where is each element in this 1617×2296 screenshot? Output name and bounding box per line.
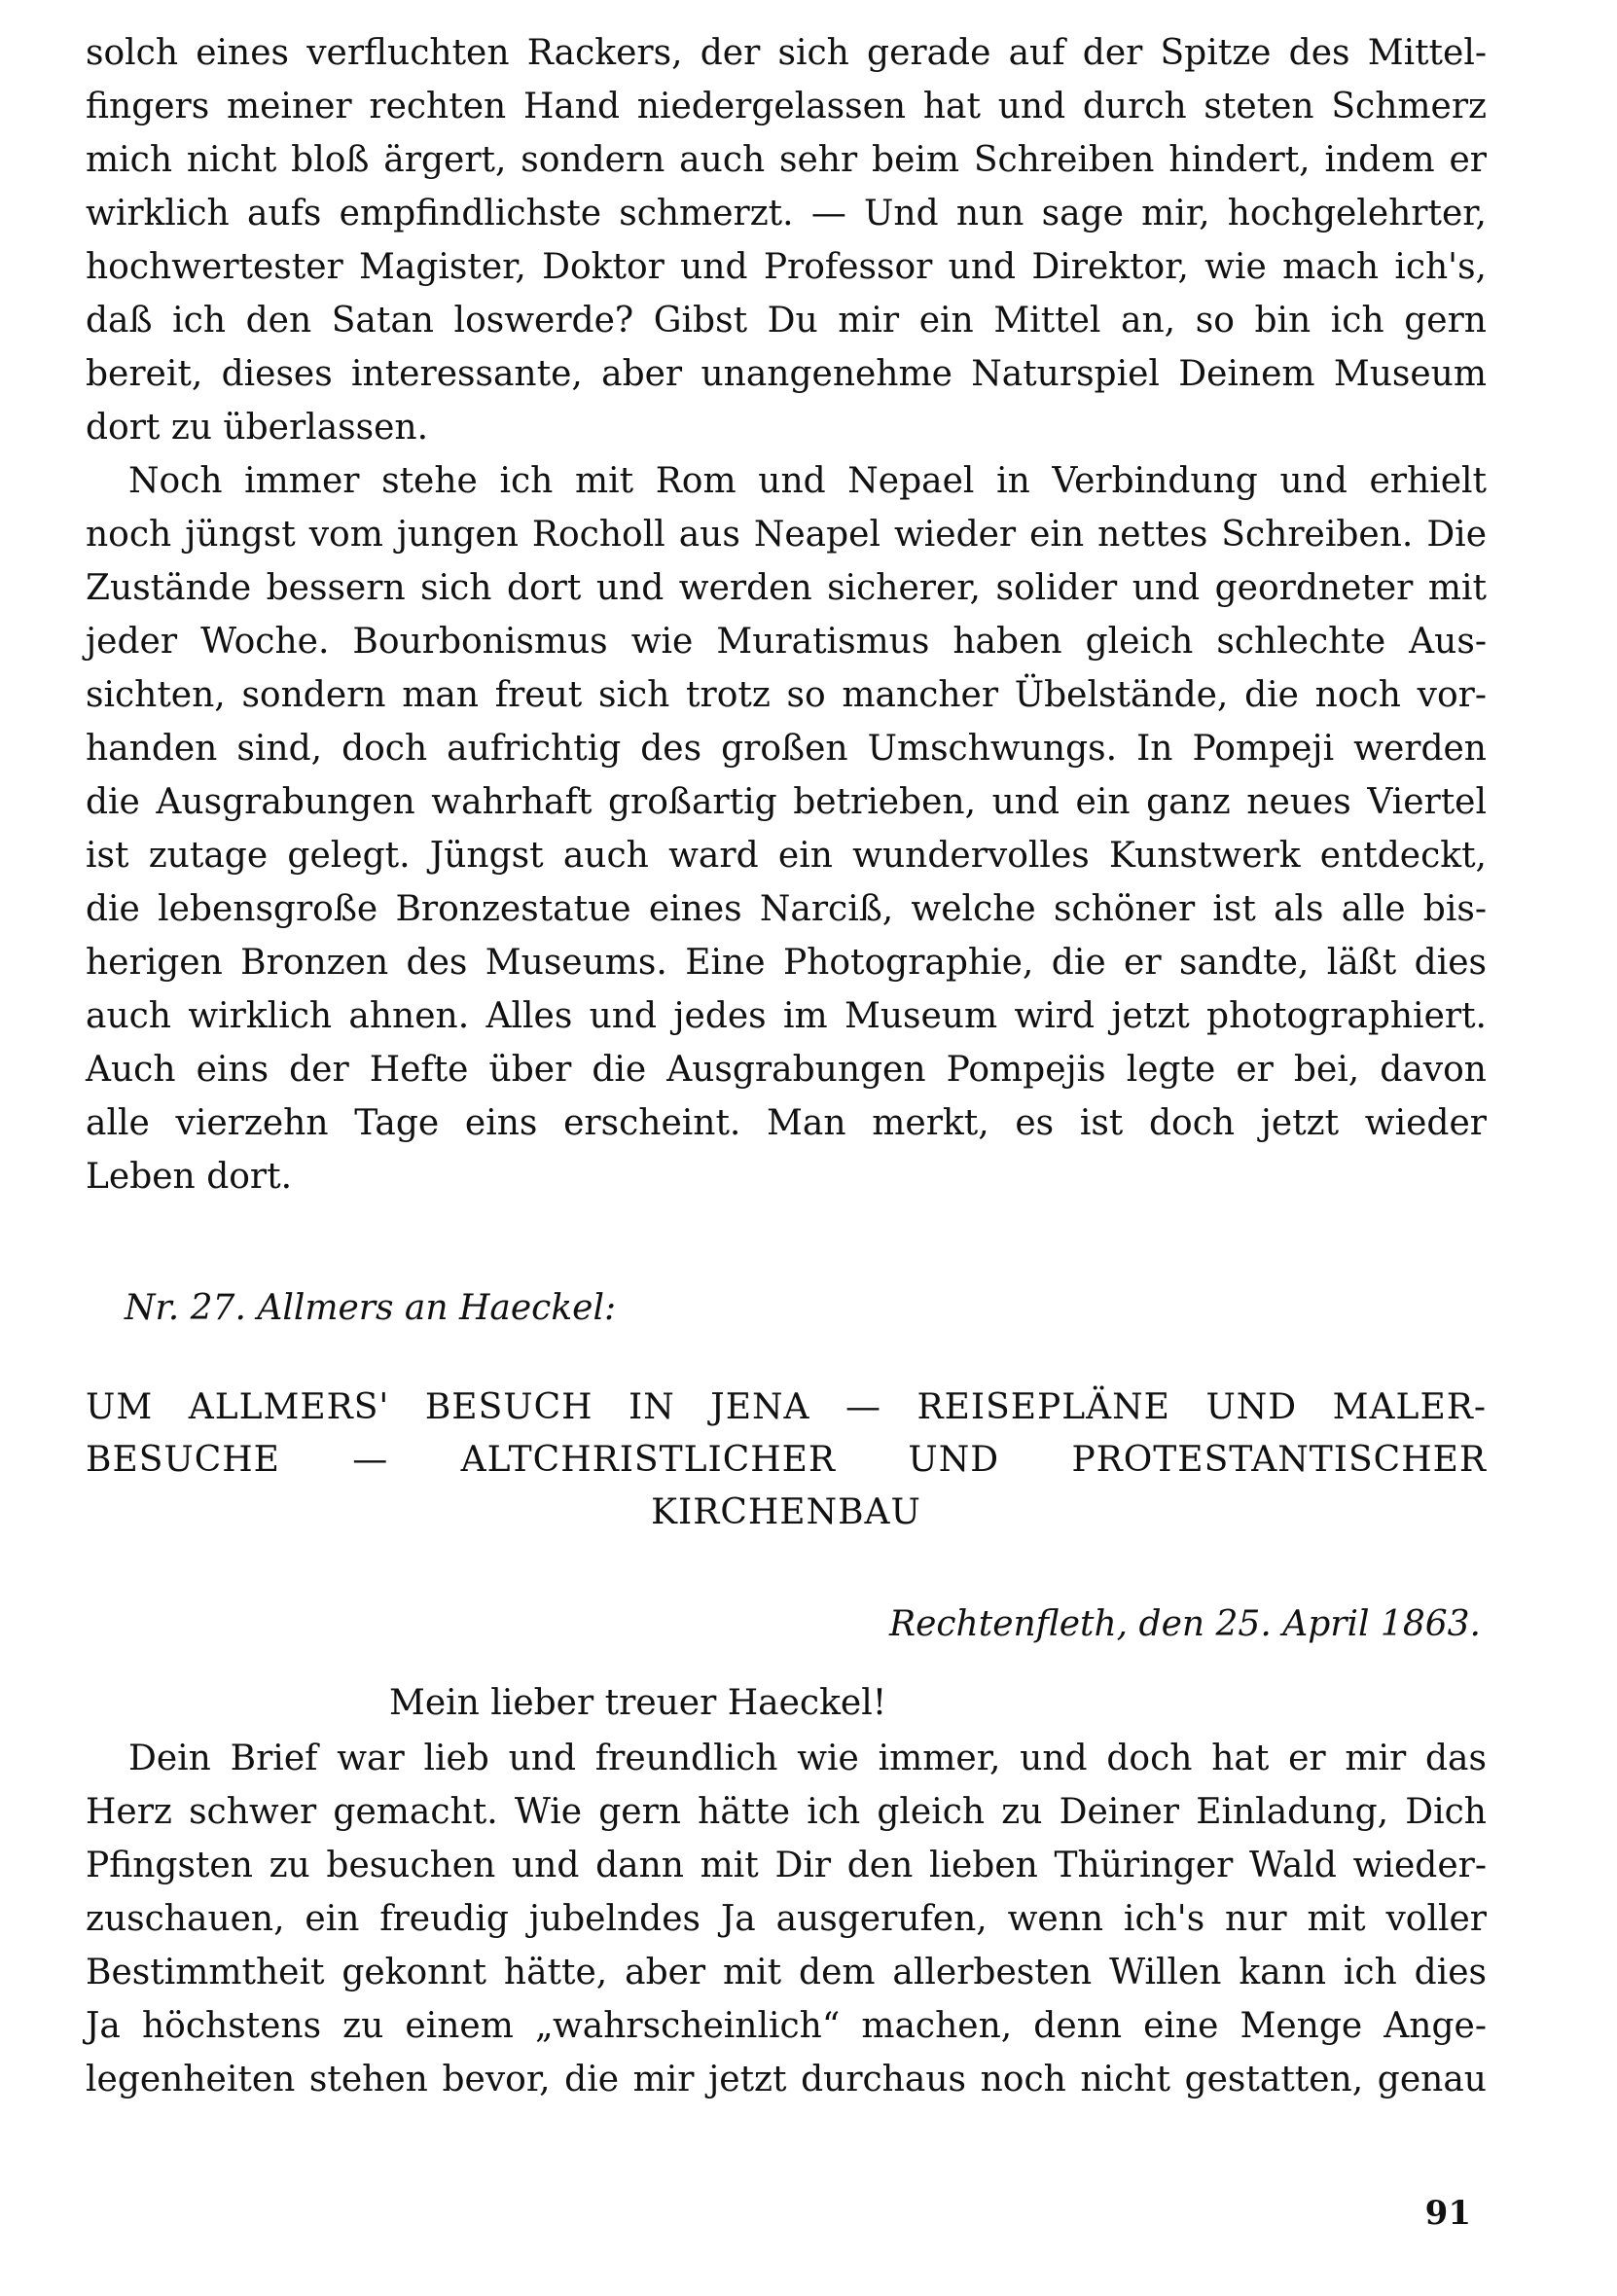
paragraph-rome-naples (86, 454, 1487, 1203)
text-line: Zustände bessern sich dort und werden sicherer, solider und geordneter mit (86, 568, 1487, 608)
text-line: die Ausgrabungen wahrhaft großartig betrieben, und ein ganz neues Viertel (86, 782, 1487, 822)
text-line: Dein Brief war lieb und freundlich wie immer, und doch hat er mir das (128, 1739, 1487, 1778)
text-line: Auch eins der Hefte über die Ausgrabungen Pompejis legte er bei, davon (86, 1050, 1487, 1090)
letter-heading (86, 1381, 1487, 1539)
dateline: Rechtenfleth, den 25. April 1863. (888, 1604, 1481, 1644)
letter-number: Nr. 27. Allmers an Haeckel: (125, 1288, 617, 1328)
text-line: Pfingsten zu besuchen und dann mit Dir den lieben Thüringer Wald wieder- (86, 1846, 1487, 1885)
text-line: daß ich den Satan loswerde? Gibst Du mir ein Mittel an, so bin ich gern (86, 301, 1487, 341)
text-line: wirklich aufs empfindlichste schmerzt. — Und nun sage mir, hochgelehrter, (86, 194, 1487, 233)
text-line: legenheiten stehen bevor, die mir jetzt durchaus noch nicht gestatten, genau (86, 2060, 1487, 2099)
text-line: hochwertester Magister, Doktor und Professor und Direktor, wie mach ich's, (86, 247, 1487, 287)
text-line: Leben dort. (86, 1157, 293, 1197)
text-line: alle vierzehn Tage eins erscheint. Man merkt, es ist doch jetzt wieder (86, 1103, 1487, 1143)
text-line: ist zutage gelegt. Jüngst auch ward ein wundervolles Kunstwerk entdeckt, (86, 836, 1487, 876)
text-line: solch eines verfluchten Rackers, der sich gerade auf der Spitze des Mittel- (86, 33, 1487, 73)
text-line: Herz schwer gemacht. Wie gern hätte ich gleich zu Deiner Einladung, Dich (86, 1792, 1487, 1832)
heading-line: BESUCHE — ALTCHRISTLICHER UND PROTESTANTISCHER (86, 1440, 1487, 1480)
text-line: dort zu überlassen. (86, 408, 429, 448)
text-line: jeder Woche. Bourbonismus wie Muratismus haben gleich schlechte Aus- (86, 622, 1487, 662)
text-line: mich nicht bloß ärgert, sondern auch sehr beim Schreiben hindert, indem er (86, 140, 1487, 180)
salutation: Mein lieber treuer Haeckel! (389, 1683, 887, 1723)
text-line: die lebensgroße Bronzestatue eines Narciß, welche schöner ist als alle bis- (86, 889, 1487, 929)
text-line: zuschauen, ein freudig jubelndes Ja ausgerufen, wenn ich's nur mit voller (86, 1899, 1487, 1939)
text-line: fingers meiner rechten Hand niedergelassen hat und durch steten Schmerz (86, 87, 1487, 126)
heading-line: KIRCHENBAU (651, 1492, 921, 1532)
text-line: bereit, dieses interessante, aber unangenehme Naturspiel Deinem Museum (86, 354, 1487, 394)
text-line: sichten, sondern man freut sich trotz so mancher Übelstände, die noch vor- (86, 675, 1487, 715)
text-line: noch jüngst vom jungen Rocholl aus Neapel wieder ein nettes Schreiben. Die (86, 515, 1487, 555)
paragraph-continued (86, 26, 1487, 454)
heading-line: UM ALLMERS' BESUCH IN JENA — REISEPLÄNE UND MALER- (86, 1387, 1487, 1427)
paragraph-letter-body (86, 1732, 1487, 2106)
page-number: 91 (1424, 2194, 1471, 2233)
text-line: auch wirklich ahnen. Alles und jedes im Museum wird jetzt photographiert. (86, 996, 1487, 1036)
text-line: Noch immer stehe ich mit Rom und Nepael in Verbindung und erhielt (128, 461, 1487, 501)
text-line: Bestimmtheit gekonnt hätte, aber mit dem allerbesten Willen kann ich dies (86, 1953, 1487, 1992)
text-line: Ja höchstens zu einem „wahrscheinlich“ machen, denn eine Menge Ange- (86, 2006, 1487, 2046)
text-line: handen sind, doch aufrichtig des großen Umschwungs. In Pompeji werden (86, 729, 1487, 769)
text-line: herigen Bronzen des Museums. Eine Photographie, die er sandte, läßt dies (86, 943, 1487, 983)
